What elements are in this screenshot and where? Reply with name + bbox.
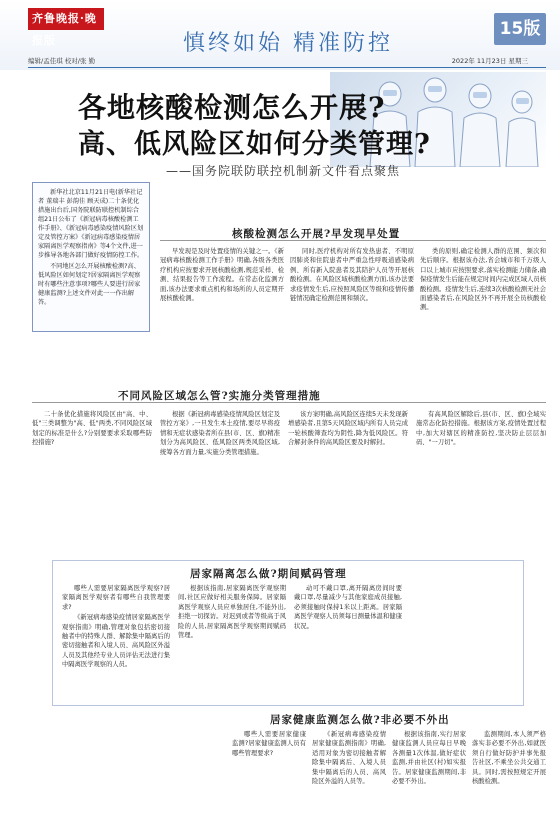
article-paragraph: 根据该指南,实行居家健康监测人员应每日早晚各测量1次体温,做好症状监测,并由社区(村)如实报告。居家健康监测期间,非必要不外出。 (392, 731, 466, 786)
article-paragraph: 哪些人需要居家健康监测?居家健康监测人员有哪些管理要求? (232, 731, 306, 757)
article-column (32, 410, 152, 449)
article-column (288, 410, 408, 449)
lead-paragraph: 不同地区怎么开展核酸检测?高、低风险区如何划定?居家隔离医学观察时有哪些注意事项?哪些人要进行居家健康监测?上述文件对此一一作出解答。 (38, 263, 141, 306)
header-divider (28, 67, 546, 68)
article-paragraph: 哪些人需要居家隔离医学观察?居家隔离医学观察者有哪些自我管理要求? (62, 585, 170, 611)
headline-line-1: 各地核酸检测怎么开展? (78, 91, 386, 124)
article-paragraph: 二十条优化措施将风险区由"高、中、低"三类调整为"高、低"两类,不同风险区域划定的标准是什么?分别要要求采取哪些防控措施? (32, 411, 152, 447)
article-column (290, 247, 414, 304)
article-paragraph: 根据该指南,居家隔离医学观察期间,社区应做好相关服务保障。居家隔离医学观察人员应单独居住,不能外出,拒绝一切探访。对迟到或者等级高于风险的人员,居家隔离医学观察期间赋码管理。 (178, 585, 286, 640)
article-paragraph: 早发现是及时处置疫情的关键之一。《新冠病毒核酸检测工作手册》明确,各级各类医疗机构应按要求开展核酸检测,规范采样、检测、结果报告等工作流程。在常态化监测方面,该办法要求重点机构和场所的人员定期开展核酸检测。 (160, 248, 284, 303)
article-paragraph: 《新冠病毒感染疫情居家隔离医学观察指南》明确,管理对象包括密切接触者中的特殊人群、解除集中隔离后的密切接触者和入境人员、高风险区外溢人员及其他经专业人员评估无法进行集中隔离医学观察的人员。 (62, 614, 170, 669)
article-paragraph: 该方案明确,高风险区连续5天未发现新增感染者,且第5天风险区域内所有人员完成一轮核酸筛查均为阴性,降为低风险区。符合解封条件的高风险区要及时解封。 (288, 411, 408, 447)
article-paragraph: 同时,医疗机构对所有发热患者、不明原因肺炎和住院患者中严重急性呼吸道感染病例、所有新入院患者及其陪护人员等开展核酸检测。在风险区域核酸检测方面,该办法要求疫情发生后,应按照风险区等级和疫情传播链情况确定检测范围和频次。 (290, 248, 414, 303)
editor-credits: 编辑/孟佳琪 校对/张 勤 (28, 57, 96, 65)
lead-box (32, 182, 150, 332)
article-column (294, 584, 402, 632)
article-column (62, 584, 170, 671)
article-column (420, 247, 546, 314)
article-column (312, 730, 386, 787)
article-paragraph: 类的原则,确定检测人群的范围、频次和先后顺序。根据该办法,省会城市和千万级人口以上城市应按照要求,落实检测能力储备,确保疫情发生后能在规定时间内完成区域人员核酸检测。疫情发生后,连续3次核酸检测无社会面感染者后,在风险区外不再开展全员核酸检测。 (420, 248, 546, 312)
section-divider (160, 240, 546, 241)
section-heading: 居家隔离怎么做?期间赋码管理 (190, 568, 347, 580)
article-paragraph: 监测期间,本人须严格落实非必要不外出,如就医须自行做好防护并事先报告社区,不乘坐公共交通工具。同时,需按照规定开展核酸检测。 (472, 731, 546, 786)
article-column (232, 730, 306, 759)
article-paragraph: 有高风险区解除后,县(市、区、旗)全域实施常态化防控措施。根据该方案,疫情处置过程中,加大对辖区的精准防控,坚决防止层层加码、"一刀切"。 (416, 411, 546, 447)
lead-paragraph: 新华社北京11月21日电(新华社记者 董瑞丰 彭韵佳 顾天成)二十条优化措施出台后,国务院联防联控机制综合组21日公布了《新冠病毒核酸检测工作手册》、《新冠病毒感染疫情风险区划定及管控方案》《新冠病毒感染疫情居家隔离医学观察指南》等4个文件,进一步推导各地各部门做好疫情防控工作。 (38, 189, 144, 259)
section-heading: 核酸检测怎么开展?早发现早处置 (232, 228, 401, 240)
article-column (160, 247, 284, 304)
headline-line-2: 高、低风险区如何分类管理? (78, 129, 431, 160)
article-paragraph: 根据《新冠病毒感染疫情风险区划定及管控方案》,一旦发生本土疫情,要尽早将疫情和无症状感染者所在县(市、区、旗)精准划分为高风险区、低风险区两类风险区域,统筹各方面力量,实施分类管理措施。 (160, 411, 280, 456)
article-paragraph: 动可不戴口罩,离开隔离房间时要戴口罩,尽量减少与其他家庭成员接触,必须接触时保持1米以上距离。居家隔离医学观察人员须每日测量体温和健康状况。 (294, 585, 402, 630)
issue-date: 2022年 11月23日 星期三 (451, 57, 528, 65)
article-column (472, 730, 546, 787)
headline-subtitle: ——国务院联防联控机制新文件看点聚焦 (166, 164, 401, 178)
newspaper-logo: 齐鲁晚报·晚报版 (28, 8, 104, 30)
section-heading: 不同风险区域怎么管?实施分类管理措施 (118, 390, 321, 402)
article-column (416, 410, 546, 449)
article-paragraph: 《新冠病毒感染疫情居家健康监测指南》明确,适用对象为密切接触者解除集中隔离后、入境人员集中隔离后的人员、高风险区外溢的人员等。 (312, 731, 386, 786)
article-column (392, 730, 466, 787)
section-heading: 居家健康监测怎么做?非必要不外出 (270, 714, 450, 726)
page-slogan: 慎终如始 精准防控 (183, 31, 393, 56)
page-number-badge: 15版 (494, 13, 546, 45)
article-column (160, 410, 280, 458)
article-column (178, 584, 286, 641)
